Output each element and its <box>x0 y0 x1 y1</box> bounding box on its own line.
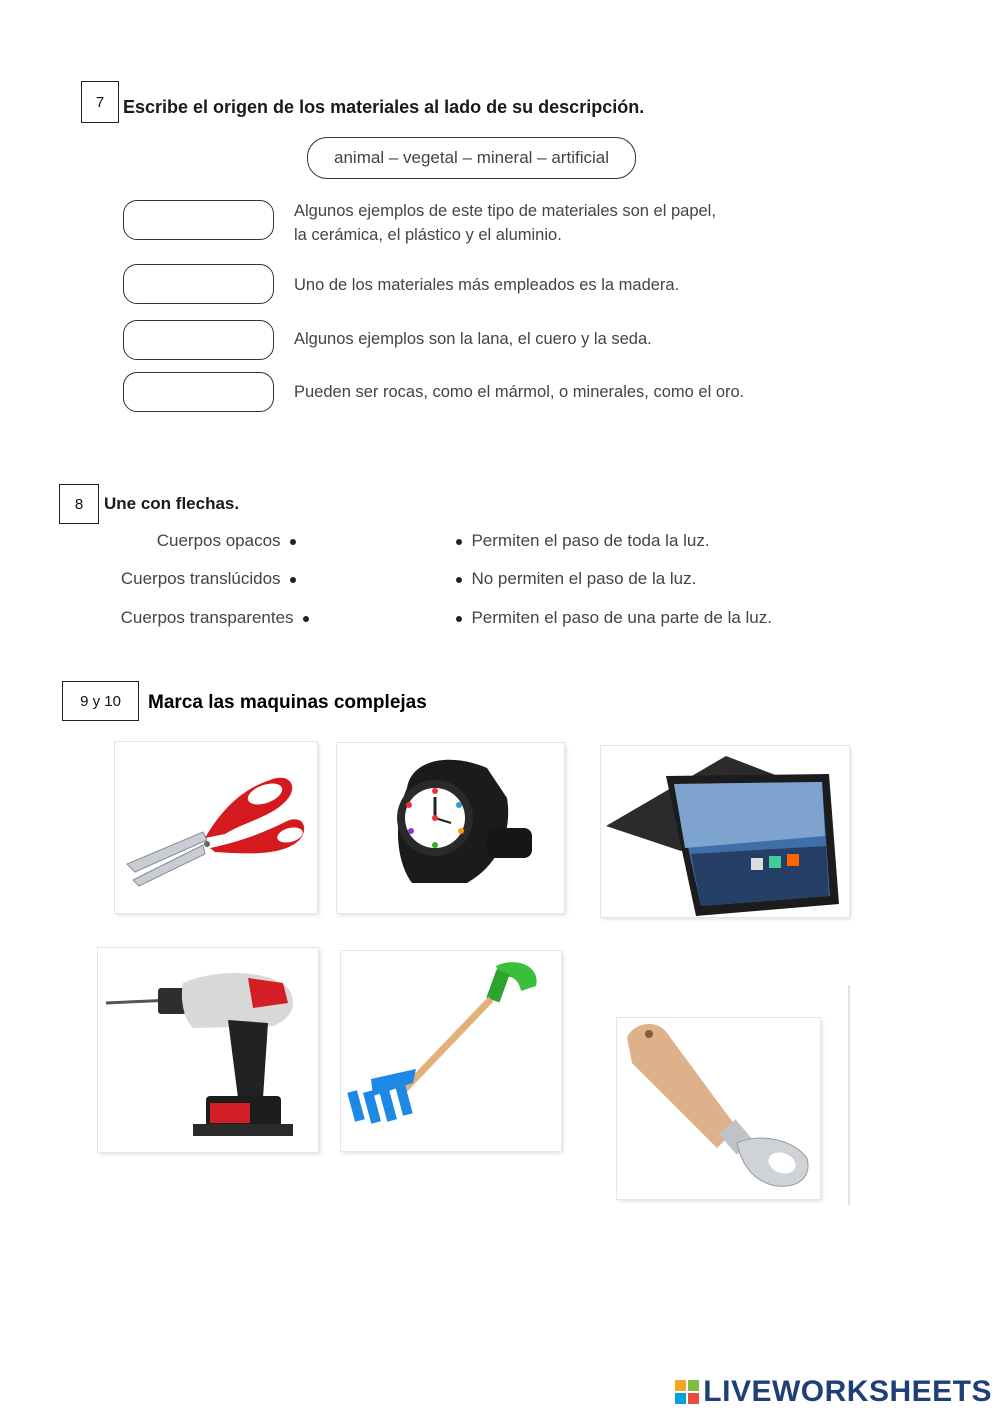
rake-image[interactable] <box>341 951 561 1151</box>
word-bank: animal – vegetal – mineral – artificial <box>307 137 636 179</box>
liveworksheets-logo-icon <box>675 1380 699 1404</box>
footer-logo[interactable] <box>675 1375 992 1409</box>
bullet-dot-icon <box>303 616 309 622</box>
answer-field-4[interactable] <box>123 372 274 412</box>
left-item-opacos[interactable]: Cuerpos opacos <box>157 531 296 551</box>
question-number-8: 8 <box>59 484 99 524</box>
left-item-translucidos[interactable]: Cuerpos translúcidos <box>121 569 296 589</box>
bottle-opener-image[interactable] <box>617 1018 820 1199</box>
logo-text: LIVEWORKSHEETS <box>703 1375 992 1408</box>
bullet-dot-icon <box>290 577 296 583</box>
question-number-9-10: 9 y 10 <box>62 681 139 721</box>
watch-image[interactable] <box>337 743 564 913</box>
bullet-dot-icon <box>456 539 462 545</box>
left-item-transparentes[interactable]: Cuerpos transparentes <box>121 608 309 628</box>
description-1: Algunos ejemplos de este tipo de materiales son el papel, la cerámica, el plástico y el aluminio. <box>294 202 716 244</box>
answer-field-1[interactable] <box>123 200 274 240</box>
right-item-2[interactable]: No permiten el paso de la luz. <box>456 569 696 589</box>
bullet-dot-icon <box>456 616 462 622</box>
answer-field-3[interactable] <box>123 320 274 360</box>
drill-image[interactable] <box>98 948 318 1152</box>
question-9-title: Marca las maquinas complejas <box>148 692 427 713</box>
right-item-1[interactable]: Permiten el paso de toda la luz. <box>456 531 710 551</box>
description-2: Uno de los materiales más empleados es la madera. <box>294 276 680 294</box>
question-7-title: Escribe el origen de los materiales al lado de su descripción. <box>123 97 645 117</box>
divider-line <box>848 985 850 1205</box>
scissors-image[interactable] <box>115 742 317 913</box>
description-3: Algunos ejemplos son la lana, el cuero y la seda. <box>294 330 652 348</box>
right-item-3[interactable]: Permiten el paso de una parte de la luz. <box>456 608 772 628</box>
answer-field-2[interactable] <box>123 264 274 304</box>
tablet-image[interactable] <box>601 746 849 917</box>
bullet-dot-icon <box>290 539 296 545</box>
bullet-dot-icon <box>456 577 462 583</box>
description-4: Pueden ser rocas, como el mármol, o minerales, como el oro. <box>294 383 745 401</box>
question-number-7: 7 <box>81 81 119 123</box>
question-8-title: Une con flechas. <box>104 494 240 513</box>
